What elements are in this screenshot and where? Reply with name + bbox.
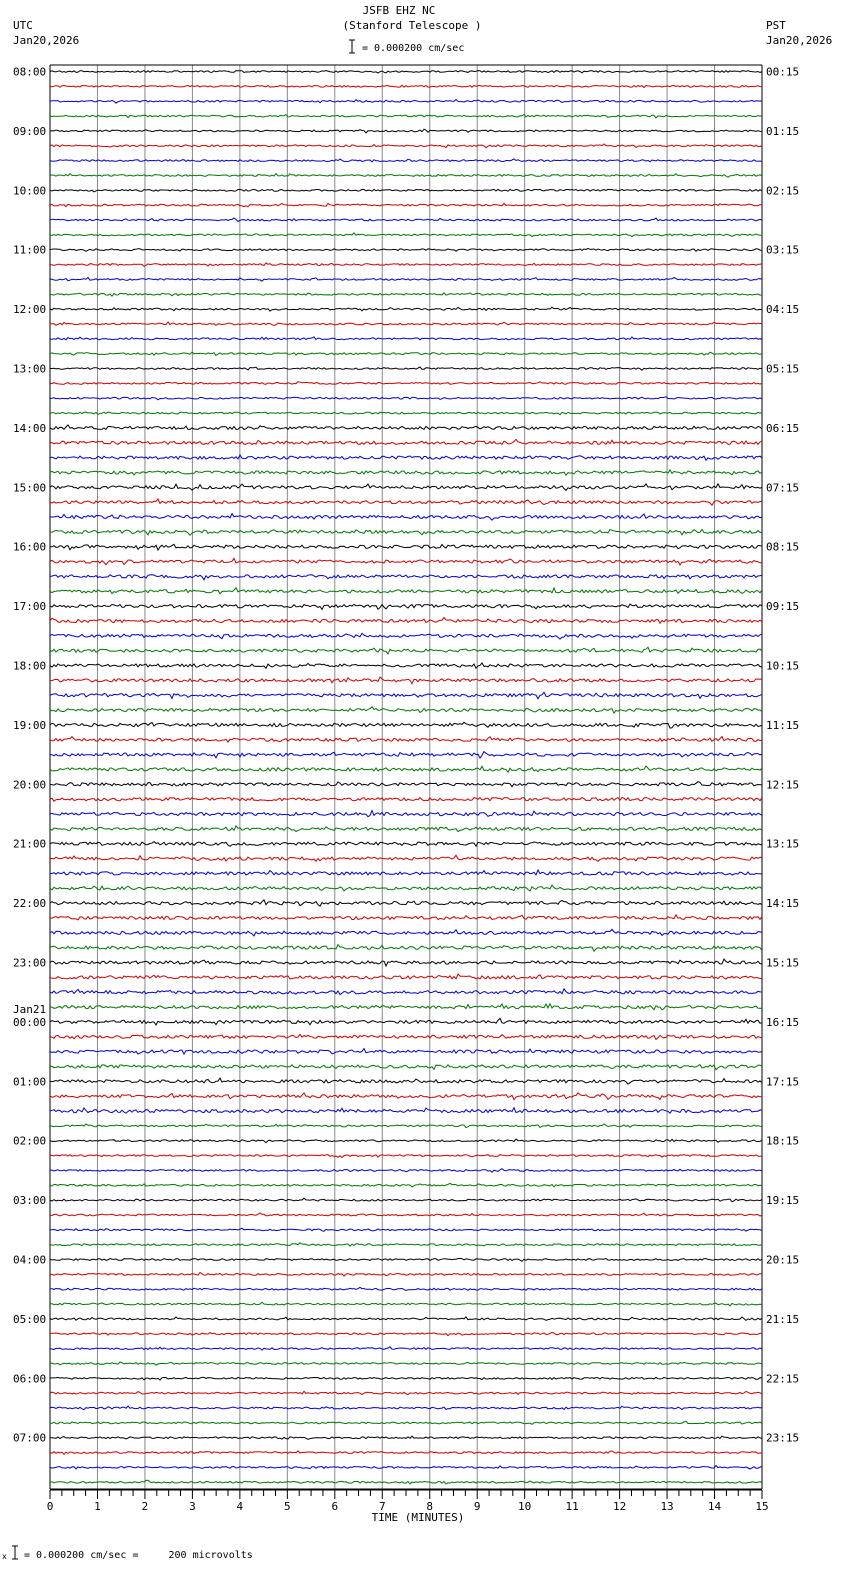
right-time-label: 05:15 <box>766 362 800 376</box>
trace-row-86 <box>50 1347 762 1350</box>
x-tick-label: 5 <box>284 1500 291 1513</box>
left-time-label: 14:00 <box>13 421 47 435</box>
trace-row-48 <box>50 782 762 787</box>
left-time-label: 03:00 <box>13 1194 47 1208</box>
trace-row-19 <box>50 352 762 355</box>
right-time-label: 13:15 <box>766 837 800 851</box>
station-title: JSFB EHZ NC <box>362 4 436 17</box>
trace-row-28 <box>50 484 762 491</box>
trace-row-53 <box>50 855 762 861</box>
trace-row-29 <box>50 499 762 505</box>
left-time-label: 18:00 <box>13 659 47 673</box>
trace-row-83 <box>50 1302 762 1306</box>
trace-row-80 <box>50 1258 762 1261</box>
trace-row-73 <box>50 1155 762 1158</box>
right-time-label: 18:15 <box>766 1134 800 1148</box>
left-time-label: 12:00 <box>13 303 47 317</box>
trace-row-62 <box>50 989 762 995</box>
trace-row-41 <box>50 677 762 684</box>
right-time-label: 04:15 <box>766 303 800 317</box>
trace-row-38 <box>50 633 762 639</box>
left-time-label: 08:00 <box>13 65 47 79</box>
trace-row-60 <box>50 959 762 966</box>
trace-row-33 <box>50 558 762 565</box>
right-time-label: 10:15 <box>766 659 800 673</box>
right-time-label: 23:15 <box>766 1431 800 1445</box>
trace-row-11 <box>50 233 762 237</box>
trace-row-0 <box>50 71 762 73</box>
trace-row-93 <box>50 1451 762 1455</box>
x-tick-label: 14 <box>707 1500 722 1513</box>
trace-row-5 <box>50 144 762 148</box>
right-time-label: 16:15 <box>766 1015 800 1029</box>
left-time-label: 06:00 <box>13 1372 47 1386</box>
x-tick-label: 4 <box>236 1500 244 1513</box>
left-time-label: 22:00 <box>13 897 47 911</box>
x-tick-label: 3 <box>189 1500 196 1513</box>
trace-row-31 <box>50 530 762 536</box>
trace-row-23 <box>50 412 762 415</box>
left-time-label: 20:00 <box>13 778 47 792</box>
left-time-label: 11:00 <box>13 243 47 257</box>
trace-row-75 <box>50 1183 762 1187</box>
trace-row-56 <box>50 900 762 906</box>
right-time-label: 08:15 <box>766 540 800 554</box>
trace-row-50 <box>50 811 762 817</box>
x-tick-label: 0 <box>46 1500 54 1513</box>
trace-row-22 <box>50 397 762 400</box>
trace-row-65 <box>50 1034 762 1039</box>
trace-row-2 <box>50 100 762 104</box>
right-time-label: 02:15 <box>766 184 800 198</box>
trace-row-70 <box>50 1108 762 1114</box>
trace-row-14 <box>50 278 762 282</box>
left-time-label: 15:00 <box>13 481 47 495</box>
trace-row-8 <box>50 189 762 192</box>
header-scale-bar <box>349 40 355 53</box>
trace-row-87 <box>50 1362 762 1365</box>
trace-row-12 <box>50 248 762 251</box>
right-time-label: 06:15 <box>766 421 800 435</box>
trace-row-39 <box>50 647 762 654</box>
right-time-label: 01:15 <box>766 124 800 138</box>
x-axis-label: TIME (MINUTES) <box>371 1511 465 1524</box>
trace-row-13 <box>50 263 762 267</box>
left-time-label: 01:00 <box>13 1075 47 1089</box>
right-time-label: 19:15 <box>766 1194 800 1208</box>
trace-row-92 <box>50 1436 762 1439</box>
trace-row-68 <box>50 1078 762 1084</box>
trace-row-94 <box>50 1466 762 1470</box>
trace-row-45 <box>50 737 762 743</box>
trace-row-34 <box>50 575 762 580</box>
right-time-label: 12:15 <box>766 778 800 792</box>
trace-row-42 <box>50 692 762 698</box>
trace-row-32 <box>50 544 762 550</box>
trace-row-17 <box>50 322 762 326</box>
trace-row-30 <box>50 514 762 521</box>
trace-row-43 <box>50 707 762 713</box>
trace-row-36 <box>50 604 762 609</box>
trace-row-58 <box>50 929 762 936</box>
left-date: Jan20,2026 <box>13 34 80 47</box>
x-tick-label: 7 <box>378 1500 386 1513</box>
trace-row-76 <box>50 1198 762 1202</box>
x-tick-label: 1 <box>94 1500 101 1513</box>
x-tick-label: 13 <box>660 1500 674 1513</box>
x-tick-label: 9 <box>473 1500 481 1513</box>
left-time-label: 10:00 <box>13 184 47 198</box>
trace-row-85 <box>50 1332 762 1335</box>
right-time-label: 03:15 <box>766 243 800 257</box>
trace-row-81 <box>50 1273 762 1277</box>
trace-row-24 <box>50 425 762 430</box>
left-time-label: 13:00 <box>13 362 47 376</box>
trace-row-95 <box>50 1480 762 1484</box>
right-time-label: 21:15 <box>766 1312 800 1326</box>
trace-row-51 <box>50 826 762 832</box>
left-time-label: 07:00 <box>13 1431 47 1445</box>
right-time-label: 09:15 <box>766 600 800 614</box>
left-timezone: UTC <box>13 19 33 32</box>
left-time-label: 21:00 <box>13 837 47 851</box>
trace-row-69 <box>50 1093 762 1100</box>
left-date-change-label: Jan21 <box>13 1002 47 1016</box>
right-time-label: 07:15 <box>766 481 800 495</box>
trace-row-4 <box>50 129 762 133</box>
left-time-label: 05:00 <box>13 1312 47 1326</box>
trace-row-15 <box>50 293 762 296</box>
trace-row-26 <box>50 455 762 460</box>
left-time-label: 09:00 <box>13 124 47 138</box>
trace-row-84 <box>50 1317 762 1321</box>
trace-row-40 <box>50 663 762 668</box>
right-time-label: 00:15 <box>766 65 800 79</box>
left-time-label: 23:00 <box>13 956 47 970</box>
trace-row-27 <box>50 470 762 475</box>
trace-row-71 <box>50 1124 762 1128</box>
trace-row-82 <box>50 1287 762 1290</box>
footer-scale-bar <box>2 1546 18 1561</box>
site-subtitle: (Stanford Telescope ) <box>342 19 482 32</box>
right-time-label: 14:15 <box>766 897 800 911</box>
trace-row-46 <box>50 752 762 759</box>
x-tick-label: 15 <box>755 1500 769 1513</box>
x-tick-label: 12 <box>612 1500 627 1513</box>
trace-row-49 <box>50 798 762 802</box>
trace-row-25 <box>50 439 762 444</box>
x-axis <box>47 1490 769 1524</box>
trace-row-63 <box>50 1004 762 1010</box>
trace-row-89 <box>50 1391 762 1394</box>
right-date: Jan20,2026 <box>766 34 833 47</box>
trace-row-61 <box>50 974 762 979</box>
left-time-label: 19:00 <box>13 718 47 732</box>
x-tick-label: 2 <box>141 1500 149 1513</box>
left-time-label: 17:00 <box>13 600 47 614</box>
trace-row-72 <box>50 1139 762 1143</box>
trace-row-3 <box>50 114 762 118</box>
trace-row-18 <box>50 337 762 340</box>
trace-row-64 <box>50 1018 762 1025</box>
right-time-label: 11:15 <box>766 718 800 732</box>
right-time-label: 17:15 <box>766 1075 800 1089</box>
trace-row-35 <box>50 588 762 594</box>
trace-row-66 <box>50 1049 762 1055</box>
trace-row-79 <box>50 1243 762 1246</box>
trace-row-6 <box>50 159 762 162</box>
trace-row-21 <box>50 382 762 385</box>
trace-row-10 <box>50 218 762 222</box>
trace-row-55 <box>50 885 762 891</box>
scale-text: = 0.000200 cm/sec <box>362 43 465 54</box>
trace-row-37 <box>50 618 762 624</box>
right-time-label: 20:15 <box>766 1253 800 1267</box>
trace-row-54 <box>50 870 762 875</box>
trace-row-57 <box>50 915 762 920</box>
left-time-label: 16:00 <box>13 540 47 554</box>
trace-row-78 <box>50 1228 762 1231</box>
right-time-label: 22:15 <box>766 1372 800 1386</box>
right-time-label: 15:15 <box>766 956 800 970</box>
right-timezone: PST <box>766 19 786 32</box>
x-tick-label: 11 <box>565 1500 579 1513</box>
svg-text:x: x <box>2 1552 7 1561</box>
trace-row-16 <box>50 307 762 311</box>
trace-row-1 <box>50 85 762 87</box>
trace-row-20 <box>50 367 762 370</box>
trace-row-9 <box>50 203 762 207</box>
left-time-label: 00:00 <box>13 1015 47 1029</box>
trace-row-44 <box>50 722 762 728</box>
left-time-label: 02:00 <box>13 1134 47 1148</box>
footer-scale-note: = 0.000200 cm/sec = 200 microvolts <box>24 1550 253 1561</box>
trace-group <box>50 71 762 1484</box>
trace-row-77 <box>50 1213 762 1216</box>
x-tick-label: 10 <box>518 1500 532 1513</box>
trace-row-47 <box>50 766 762 772</box>
x-tick-label: 6 <box>331 1500 339 1513</box>
trace-row-91 <box>50 1421 762 1424</box>
trace-row-7 <box>50 174 762 178</box>
x-tick-label: 8 <box>426 1500 434 1513</box>
trace-row-59 <box>50 945 762 951</box>
trace-row-90 <box>50 1406 762 1410</box>
trace-row-88 <box>50 1377 762 1380</box>
left-time-label: 04:00 <box>13 1253 47 1267</box>
trace-row-52 <box>50 842 762 847</box>
trace-row-67 <box>50 1065 762 1070</box>
trace-row-74 <box>50 1169 762 1173</box>
